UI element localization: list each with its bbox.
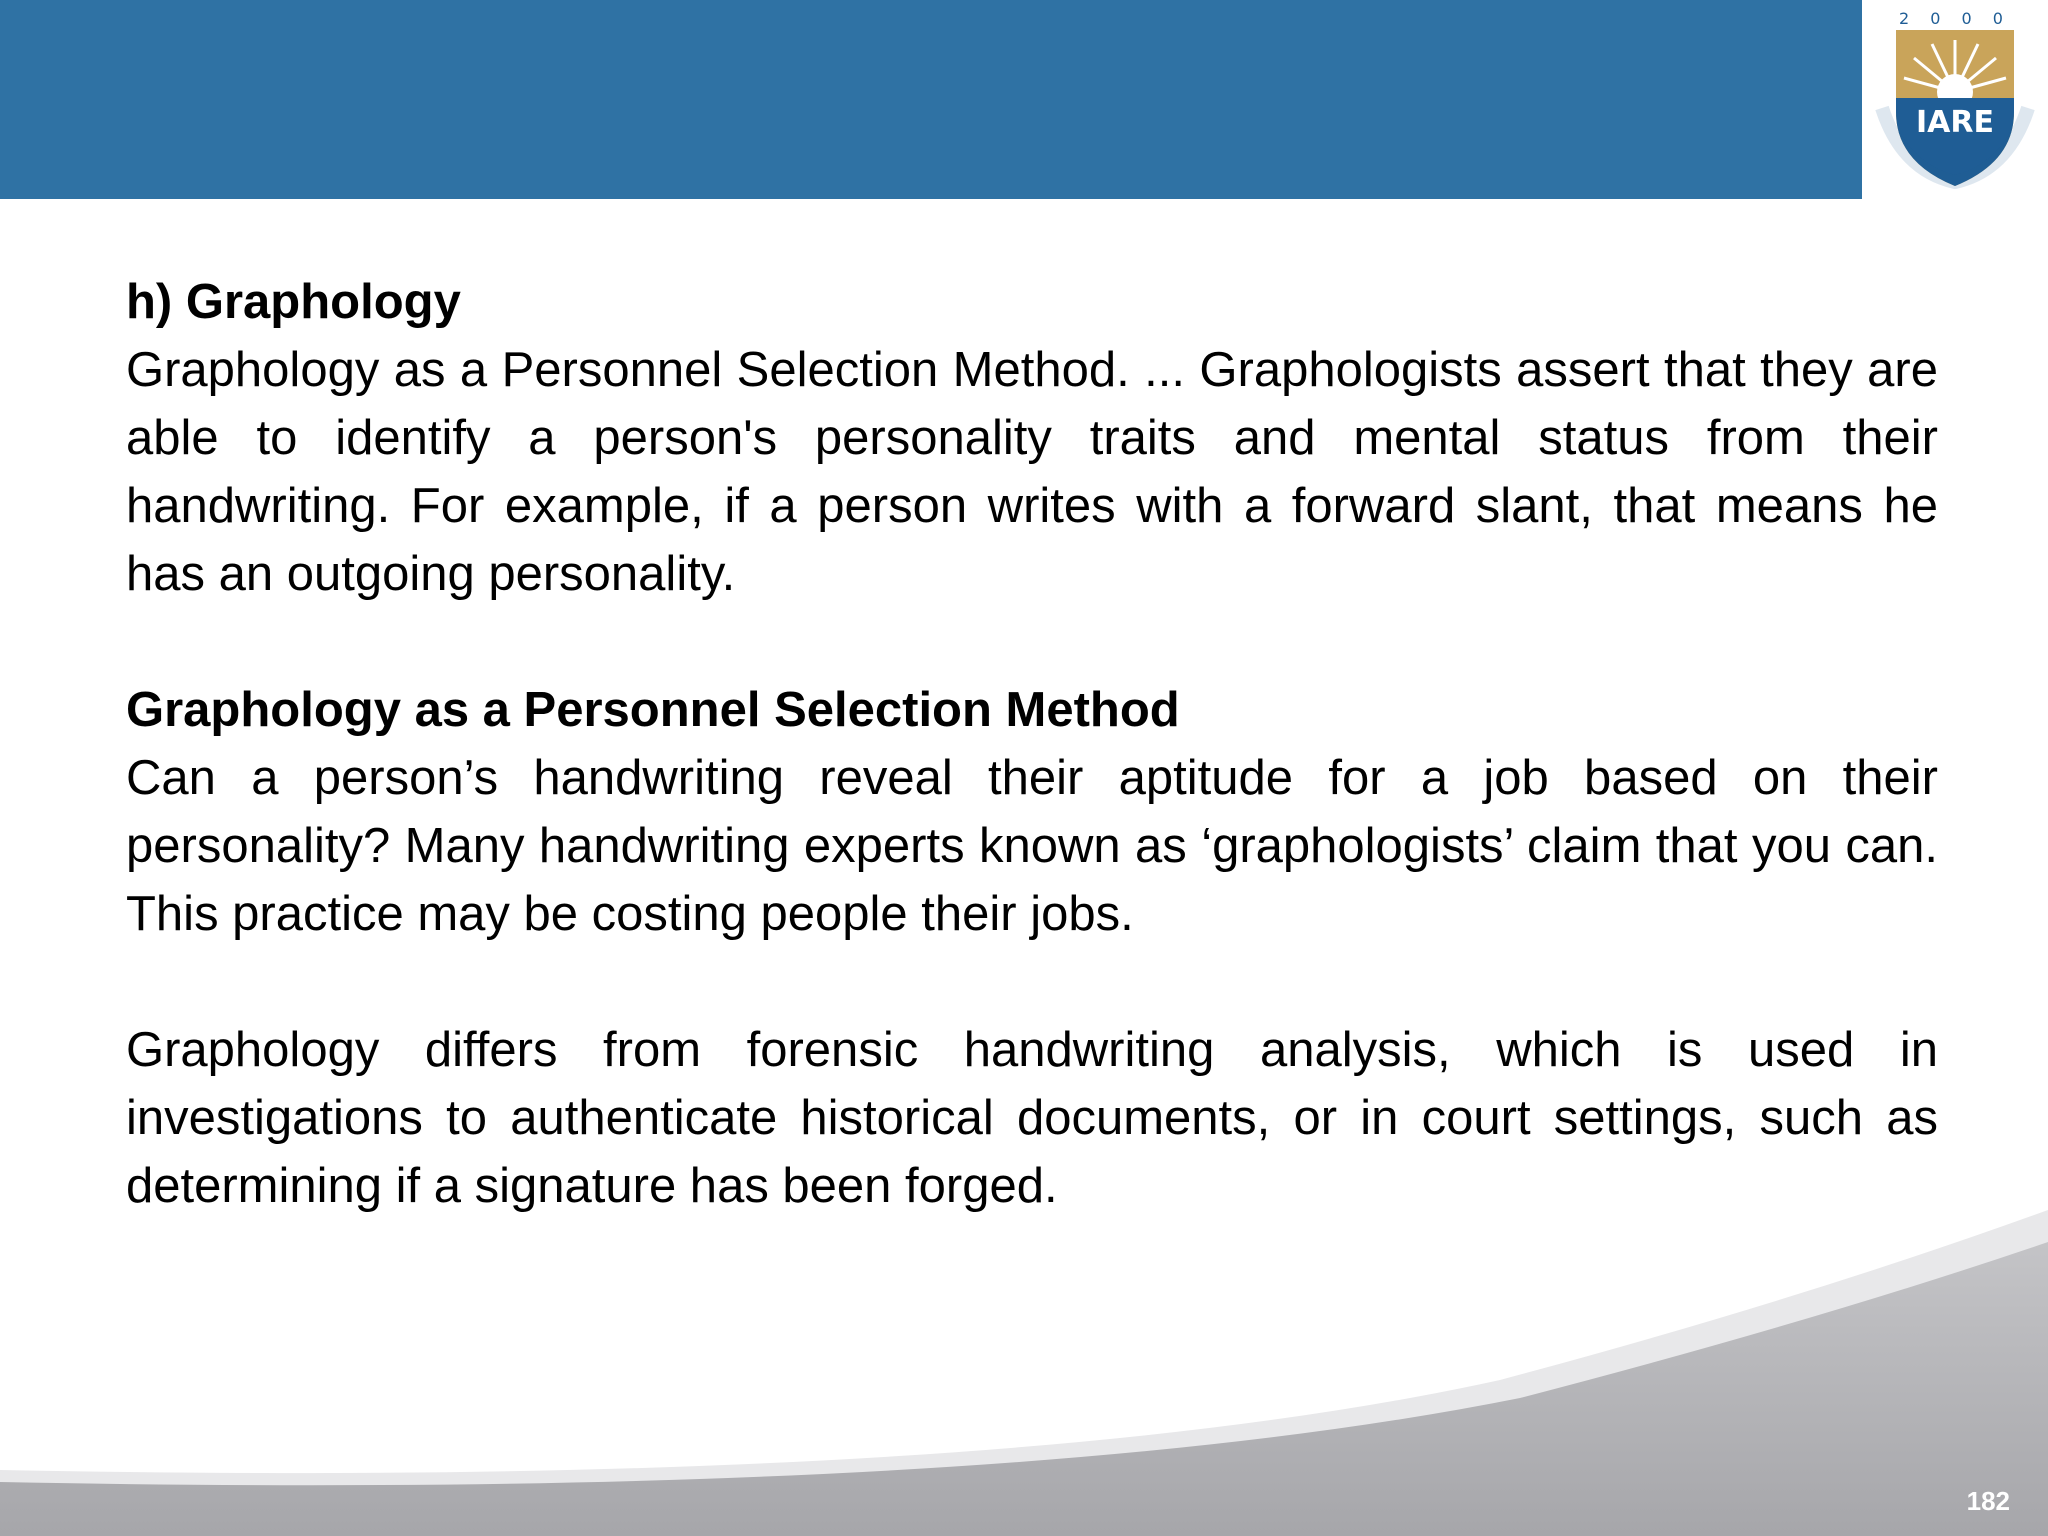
section-heading: h) Graphology <box>126 275 461 329</box>
footer-swoosh <box>0 1190 2048 1536</box>
iare-logo-icon <box>1862 0 2048 202</box>
section-paragraph: Graphology as a Personnel Selection Method. ... Graphologists assert that they are able to identify a person's personality traits and mental status from their handwriting. For example, if a person writes with a forward slant, that means he has an outgoing personality. <box>126 343 1938 601</box>
iare-logo <box>1862 0 2048 202</box>
spacer <box>126 948 1938 1016</box>
spacer <box>126 608 1938 676</box>
subsection-heading: Graphology as a Personnel Selection Method <box>126 683 1180 737</box>
svg-text:IARE: IARE <box>1916 105 1994 140</box>
subsection-paragraph: Can a person’s handwriting reveal their aptitude for a job based on their personality? Many handwriting experts known as ‘graphologists’ claim that you can. This practice may be costing people their jobs. <box>126 751 1938 941</box>
closing-paragraph: Graphology differs from forensic handwriting analysis, which is used in investigations to authenticate historical documents, or in court settings, such as determining if a signature has been forged. <box>126 1023 1938 1213</box>
page-number: 182 <box>1966 1486 2010 1516</box>
header-band <box>0 0 2048 199</box>
slide-content <box>126 268 1938 1220</box>
svg-text:2 0 0 0: 2 0 0 0 <box>1899 9 2011 28</box>
